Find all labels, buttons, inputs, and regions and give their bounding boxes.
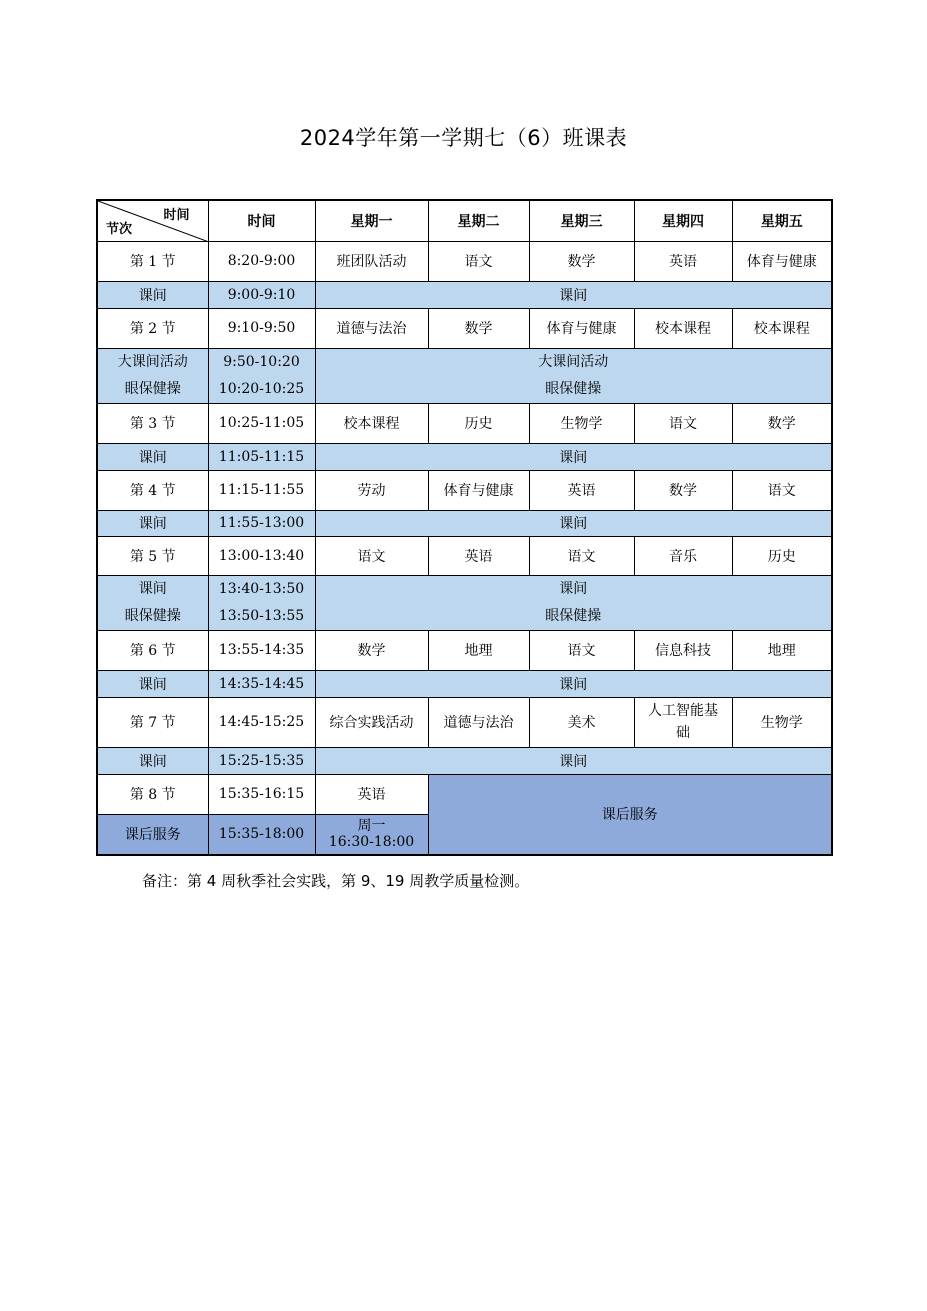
break-row xyxy=(97,443,832,470)
eye-exercise-text2: 眼保健操 xyxy=(545,607,602,624)
period-time: 15:35-16:15 xyxy=(208,774,315,814)
period-row xyxy=(97,536,832,575)
big-break-label-line2: 眼保健操 xyxy=(124,380,181,397)
break-time: 15:25-15:35 xyxy=(208,747,315,774)
subject-cell: 信息科技 xyxy=(634,630,732,670)
subject-cell: 地理 xyxy=(732,630,832,670)
period-time: 10:25-11:05 xyxy=(208,403,315,443)
break-label: 课间 xyxy=(97,510,208,536)
period-label: 第 7 节 xyxy=(97,697,208,747)
break-span: 课间 xyxy=(315,510,832,536)
after-school-label: 课后服务 xyxy=(97,814,208,855)
period-time: 13:00-13:40 xyxy=(208,536,315,575)
subject-cell: 数学 xyxy=(529,241,634,281)
subject-cell: 数学 xyxy=(732,403,832,443)
subject-cell: 地理 xyxy=(428,630,529,670)
period-row xyxy=(97,241,832,281)
break-time: 9:00-9:10 xyxy=(208,281,315,308)
subject-cell: 语文 xyxy=(529,630,634,670)
eye-exercise-time1: 13:40-13:50 xyxy=(218,580,305,597)
subject-cell: 音乐 xyxy=(634,536,732,575)
header-monday: 星期一 xyxy=(315,200,428,241)
big-break-time1: 9:50-10:20 xyxy=(223,353,300,370)
subject-cell: 语文 xyxy=(315,536,428,575)
eye-exercise-label-line1: 课间 xyxy=(138,580,167,597)
break-span: 课间 xyxy=(315,281,832,308)
big-break-time xyxy=(208,348,315,403)
break-label: 课间 xyxy=(97,281,208,308)
subject-cell: 历史 xyxy=(732,536,832,575)
break-row xyxy=(97,747,832,774)
period-row xyxy=(97,470,832,510)
corner-period-label: 节次 xyxy=(106,221,133,237)
corner-cell xyxy=(97,200,208,241)
subject-cell: 美术 xyxy=(529,697,634,747)
big-break-span xyxy=(315,348,832,403)
subject-cell: 校本课程 xyxy=(732,308,832,348)
subject-cell: 语文 xyxy=(634,403,732,443)
after-school-monday xyxy=(315,814,428,855)
break-span: 课间 xyxy=(315,747,832,774)
subject-cell: 英语 xyxy=(428,536,529,575)
subject-cell: 语文 xyxy=(732,470,832,510)
period-row xyxy=(97,697,832,747)
header-time: 时间 xyxy=(208,200,315,241)
subject-cell: 综合实践活动 xyxy=(315,697,428,747)
big-break-time2: 10:20-10:25 xyxy=(218,380,305,397)
break-span: 课间 xyxy=(315,670,832,697)
period-label: 第 6 节 xyxy=(97,630,208,670)
eye-exercise-time2: 13:50-13:55 xyxy=(218,607,305,624)
header-friday: 星期五 xyxy=(732,200,832,241)
timetable xyxy=(96,199,833,856)
period-label: 第 4 节 xyxy=(97,470,208,510)
subject-cell: 语文 xyxy=(529,536,634,575)
eye-exercise-label-line2: 眼保健操 xyxy=(124,607,181,624)
eye-exercise-text1: 课间 xyxy=(559,580,588,597)
footnote: 备注：第 4 周秋季社会实践，第 9、19 周教学质量检测。 xyxy=(142,872,530,890)
subject-cell: 数学 xyxy=(315,630,428,670)
break-row xyxy=(97,670,832,697)
eye-exercise-row xyxy=(97,575,832,630)
period-label: 第 3 节 xyxy=(97,403,208,443)
period-label: 第 1 节 xyxy=(97,241,208,281)
break-row xyxy=(97,510,832,536)
period-row xyxy=(97,774,832,814)
period-row xyxy=(97,630,832,670)
subject-cell: 英语 xyxy=(529,470,634,510)
period-time: 8:20-9:00 xyxy=(208,241,315,281)
eye-exercise-label xyxy=(97,575,208,630)
period-time: 9:10-9:50 xyxy=(208,308,315,348)
corner-time-label: 时间 xyxy=(163,208,190,223)
eye-exercise-span xyxy=(315,575,832,630)
break-span: 课间 xyxy=(315,443,832,470)
break-label: 课间 xyxy=(97,670,208,697)
subject-cell: 班团队活动 xyxy=(315,241,428,281)
subject-cell: 数学 xyxy=(634,470,732,510)
after-school-monday-day: 周一 xyxy=(357,818,386,835)
subject-cell: 体育与健康 xyxy=(732,241,832,281)
break-label: 课间 xyxy=(97,747,208,774)
subject-cell: 劳动 xyxy=(315,470,428,510)
subject-cell: 道德与法治 xyxy=(428,697,529,747)
subject-cell: 体育与健康 xyxy=(529,308,634,348)
period-row xyxy=(97,308,832,348)
after-school-monday-time: 16:30-18:00 xyxy=(328,834,415,851)
page-title: 2024学年第一学期七（6）班课表 xyxy=(299,126,628,150)
subject-cell: 校本课程 xyxy=(634,308,732,348)
period-time: 13:55-14:35 xyxy=(208,630,315,670)
subject-cell: 数学 xyxy=(428,308,529,348)
break-time: 11:55-13:00 xyxy=(208,510,315,536)
after-school-time: 15:35-18:00 xyxy=(208,814,315,855)
subject-cell: 体育与健康 xyxy=(428,470,529,510)
subject-cell: 英语 xyxy=(634,241,732,281)
period-label: 第 5 节 xyxy=(97,536,208,575)
eye-exercise-time xyxy=(208,575,315,630)
big-break-text1: 大课间活动 xyxy=(538,353,609,370)
period-label: 第 8 节 xyxy=(97,774,208,814)
break-label: 课间 xyxy=(97,443,208,470)
break-time: 14:35-14:45 xyxy=(208,670,315,697)
header-wednesday: 星期三 xyxy=(529,200,634,241)
subject-cell: 生物学 xyxy=(529,403,634,443)
break-time: 11:05-11:15 xyxy=(208,443,315,470)
big-break-row xyxy=(97,348,832,403)
period-time: 11:15-11:55 xyxy=(208,470,315,510)
subject-cell: 英语 xyxy=(315,774,428,814)
period-label: 第 2 节 xyxy=(97,308,208,348)
subject-cell: 校本课程 xyxy=(315,403,428,443)
big-break-text2: 眼保健操 xyxy=(545,380,602,397)
subject-cell: 历史 xyxy=(428,403,529,443)
header-tuesday: 星期二 xyxy=(428,200,529,241)
header-thursday: 星期四 xyxy=(634,200,732,241)
subject-cell: 人工智能基础 xyxy=(634,697,732,747)
big-break-label-line1: 大课间活动 xyxy=(117,353,188,370)
break-row xyxy=(97,281,832,308)
subject-cell: 道德与法治 xyxy=(315,308,428,348)
subject-cell: 生物学 xyxy=(732,697,832,747)
period-row xyxy=(97,403,832,443)
big-break-label xyxy=(97,348,208,403)
period-time: 14:45-15:25 xyxy=(208,697,315,747)
after-school-span: 课后服务 xyxy=(428,774,832,855)
header-row xyxy=(97,200,832,241)
subject-cell: 语文 xyxy=(428,241,529,281)
